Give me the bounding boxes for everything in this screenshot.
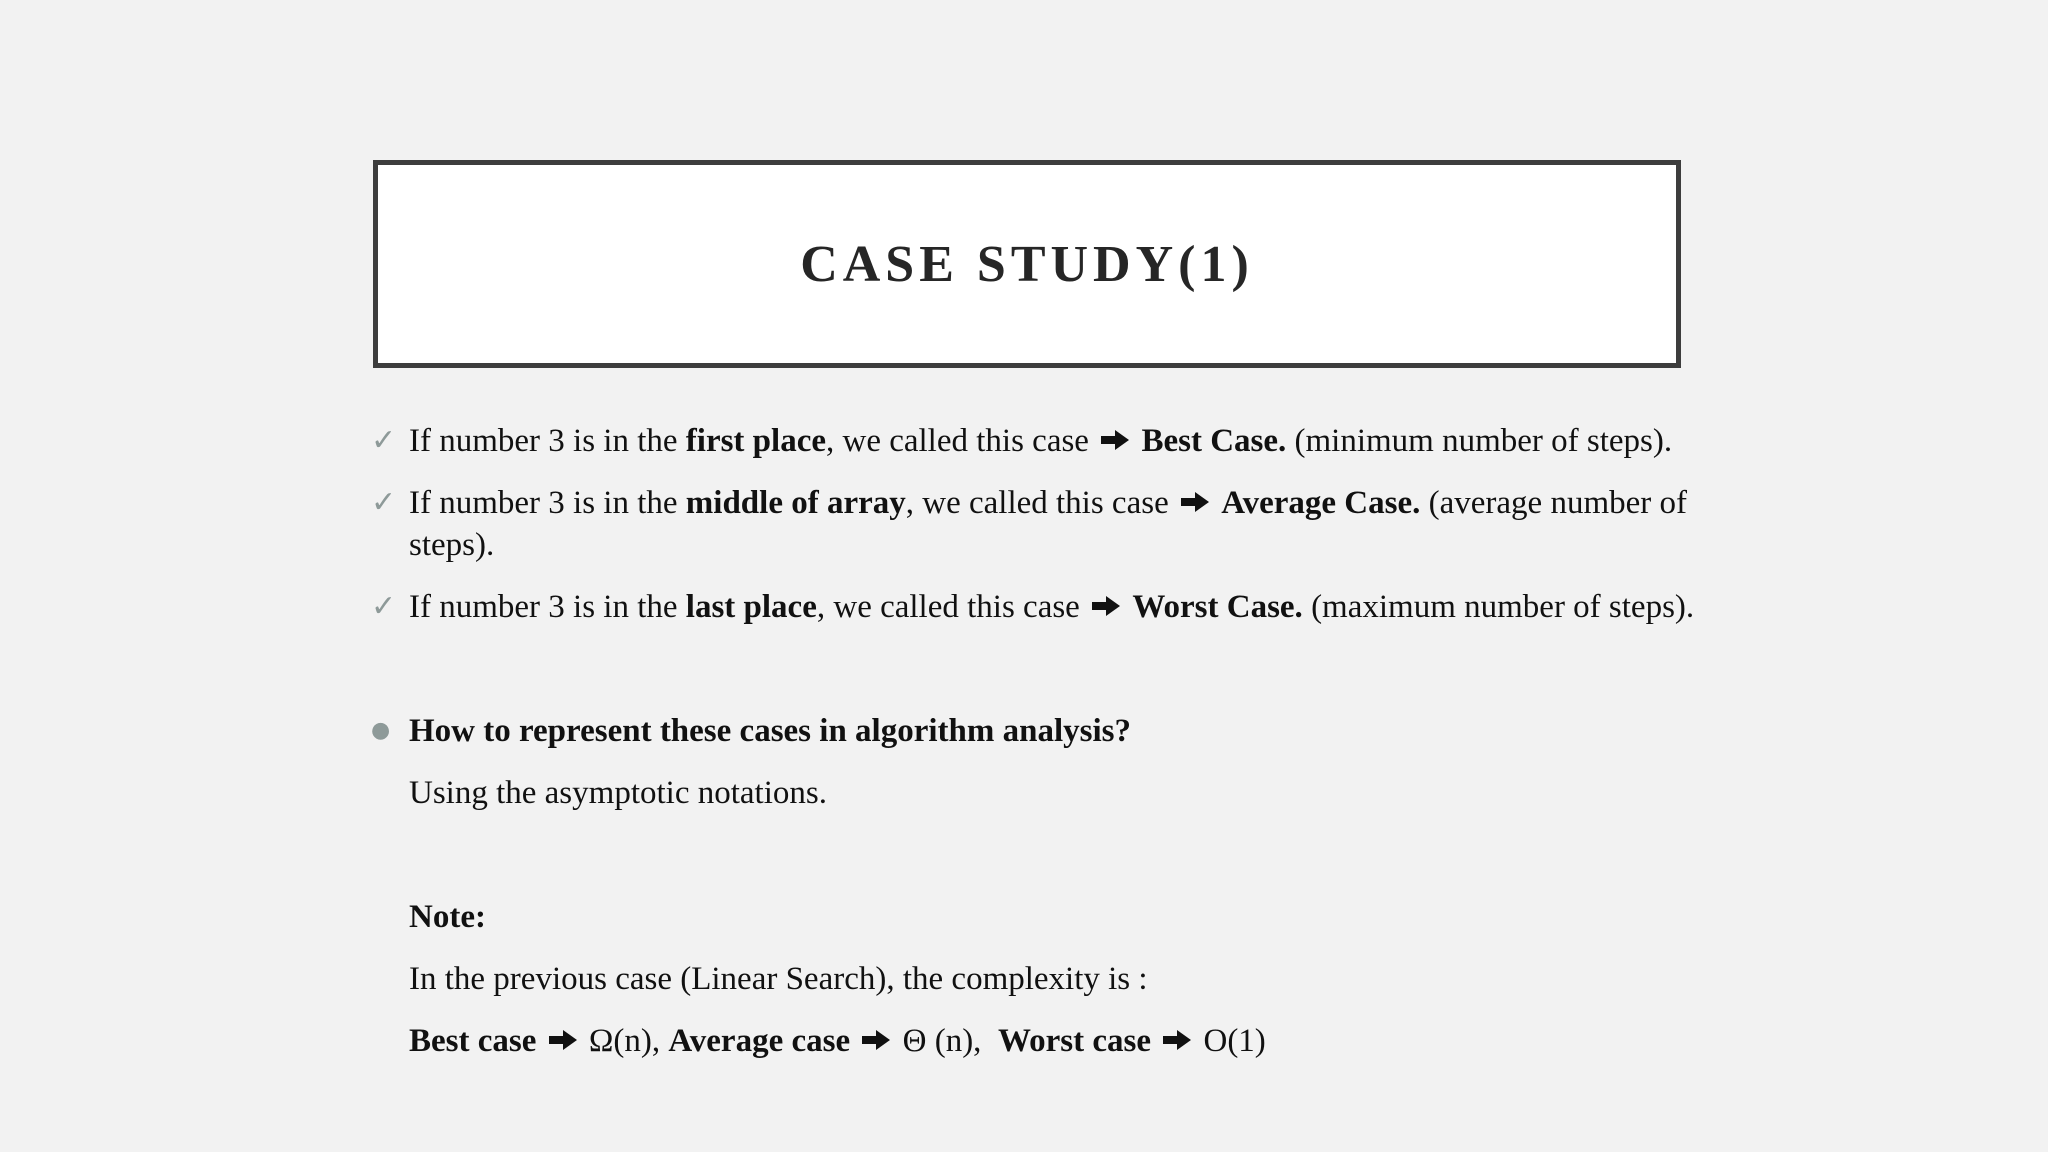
slide-title: CASE STUDY(1): [800, 235, 1254, 293]
average-case-label: Average case: [668, 1023, 851, 1059]
case-position: first place: [685, 423, 826, 459]
checkmark-icon: ✓: [371, 589, 397, 624]
average-case-value: Θ (n),: [902, 1023, 982, 1059]
case-text-post: (maximum number of steps).: [1302, 589, 1695, 625]
best-case-label: Best case: [409, 1023, 537, 1059]
right-arrow-icon: [1161, 1029, 1193, 1051]
case-position: last place: [685, 589, 817, 625]
case-position: middle of array: [685, 485, 906, 521]
case-text-pre: If number 3 is in the: [409, 423, 686, 459]
note-label-text: Note:: [409, 899, 486, 935]
best-case-value: Ω(n),: [588, 1023, 661, 1059]
bullet-dot-icon: ●: [371, 718, 391, 743]
case-text-mid: , we called this case: [816, 589, 1089, 625]
title-box: [373, 160, 1681, 368]
question-item: [371, 710, 1751, 752]
question-text: How to represent these cases in algorithm analysis?: [409, 713, 1131, 749]
complexity-line: [371, 1020, 1751, 1062]
case-text-mid: , we called this case: [825, 423, 1098, 459]
checkmark-icon: ✓: [371, 423, 397, 458]
right-arrow-icon: [1090, 595, 1122, 617]
right-arrow-icon: [1099, 429, 1131, 451]
right-arrow-icon: [1179, 491, 1211, 513]
case-result: Average Case.: [1221, 485, 1421, 521]
case-item-best: [371, 420, 1751, 462]
case-item-worst: [371, 586, 1751, 628]
note-label: [371, 896, 1751, 938]
note-text: In the previous case (Linear Search), the complexity is :: [409, 961, 1148, 997]
right-arrow-icon: [547, 1029, 579, 1051]
right-arrow-icon: [860, 1029, 892, 1051]
worst-case-value: O(1): [1203, 1023, 1266, 1059]
case-result: Worst Case.: [1132, 589, 1303, 625]
case-item-average: [371, 482, 1751, 566]
slide-body: [371, 420, 1751, 1062]
case-text-pre: If number 3 is in the: [409, 485, 686, 521]
case-result: Best Case.: [1141, 423, 1287, 459]
case-text-post: (minimum number of steps).: [1286, 423, 1673, 459]
worst-case-label: Worst case: [997, 1023, 1151, 1059]
checkmark-icon: ✓: [371, 485, 397, 520]
answer-text: Using the asymptotic notations.: [409, 775, 827, 811]
case-text-pre: If number 3 is in the: [409, 589, 686, 625]
case-text-post: (average number of steps).: [409, 485, 1687, 563]
case-text-mid: , we called this case: [905, 485, 1177, 521]
